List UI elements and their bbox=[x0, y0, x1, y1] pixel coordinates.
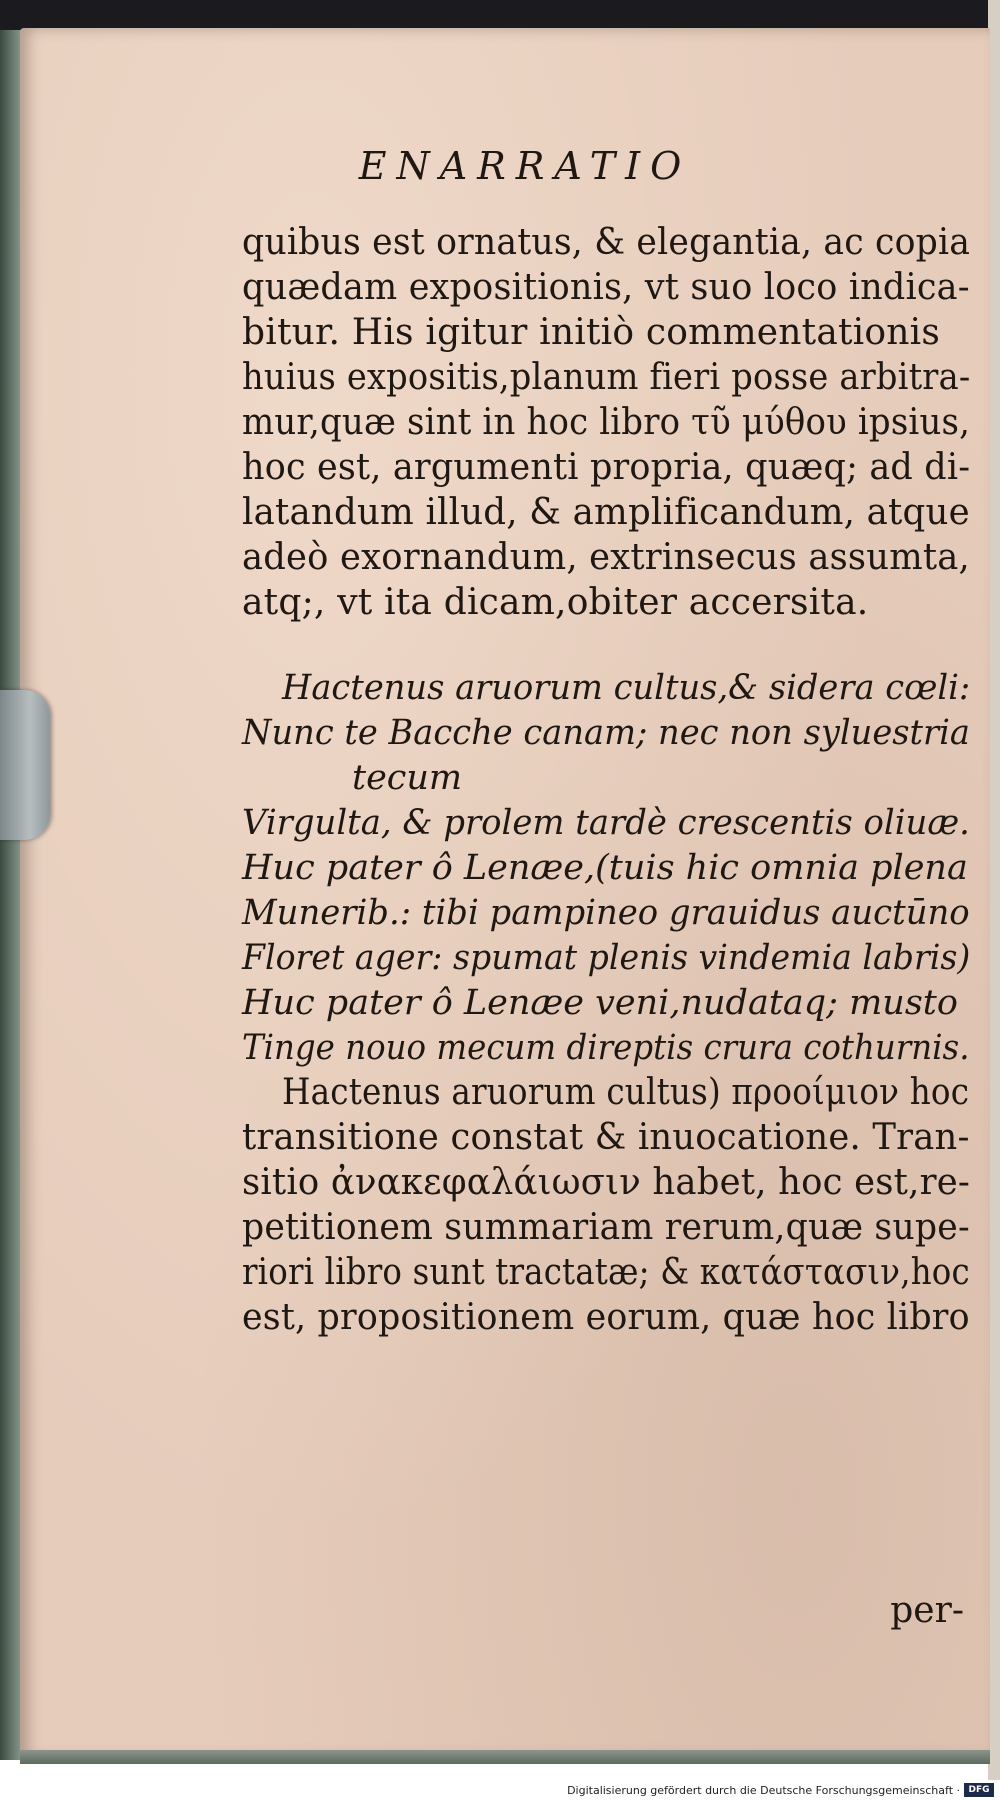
prose-line: bitur. His igitur initiò commentationis bbox=[242, 312, 941, 353]
page-bottom-edge bbox=[20, 1750, 990, 1764]
running-header: ENARRATIO bbox=[358, 144, 692, 188]
prose-line: hoc est, argumenti propria, quæq; ad di- bbox=[242, 447, 971, 488]
prose-line: quibus est ornatus, & elegantia, ac copia bbox=[242, 222, 971, 263]
prose-line: huius expositis,planum fieri posse arbitra- bbox=[242, 357, 971, 398]
catchword: per- bbox=[890, 1590, 964, 1631]
verse-line: Huc pater ô Lenæe veni,nudataq; musto bbox=[242, 983, 958, 1023]
commentary-line: Hactenus aruorum cultus) προοίμιον hoc bbox=[282, 1072, 970, 1113]
verse-line: Nunc te Bacche canam; nec non syluestria bbox=[242, 713, 971, 753]
dfg-logo: DFG bbox=[964, 1783, 994, 1797]
page-text bbox=[20, 28, 990, 1758]
verse-line: Huc pater ô Lenæe,(tuis hic omnia plena bbox=[242, 848, 968, 888]
prose-line: mur,quæ sint in hoc libro τῦ μύθου ipsius, bbox=[242, 402, 971, 443]
commentary-line: est, propositionem eorum, quæ hoc libro bbox=[242, 1297, 970, 1338]
book-page bbox=[20, 28, 990, 1758]
digitization-credit: Digitalisierung gefördert durch die Deutsche Forschungsgemeinschaft · bbox=[567, 1784, 960, 1797]
verse-line: Hactenus aruorum cultus,& sidera cœli: bbox=[282, 668, 971, 708]
verse-line: Virgulta, & prolem tardè crescentis oliuæ. bbox=[242, 803, 970, 843]
page-clip bbox=[0, 690, 50, 840]
verse-line: Munerib.: tibi pampineo grauidus auctūno bbox=[242, 893, 970, 933]
commentary-line: transitione constat & inuocatione. Tran- bbox=[242, 1117, 970, 1158]
verse-line: tecum bbox=[352, 758, 463, 798]
prose-line: latandum illud, & amplificandum, atque bbox=[242, 492, 970, 533]
prose-line: adeò exornandum, extrinsecus assumta, bbox=[242, 537, 970, 578]
prose-line: quædam expositionis, vt suo loco indica- bbox=[242, 267, 970, 308]
verse-line: Tinge nouo mecum direptis crura cothurnis. bbox=[242, 1028, 970, 1068]
commentary-line: riori libro sunt tractatæ; & κατάστασιν,hoc bbox=[242, 1252, 970, 1293]
commentary-line: sitio ἀνακεφαλάιωσιν habet, hoc est,re- bbox=[242, 1162, 971, 1203]
verse-line: Floret ager: spumat plenis vindemia labris) bbox=[242, 938, 971, 978]
prose-line: atq;, vt ita dicam,obiter accersita. bbox=[242, 582, 869, 623]
commentary-line: petitionem summariam rerum,quæ supe- bbox=[242, 1207, 970, 1248]
